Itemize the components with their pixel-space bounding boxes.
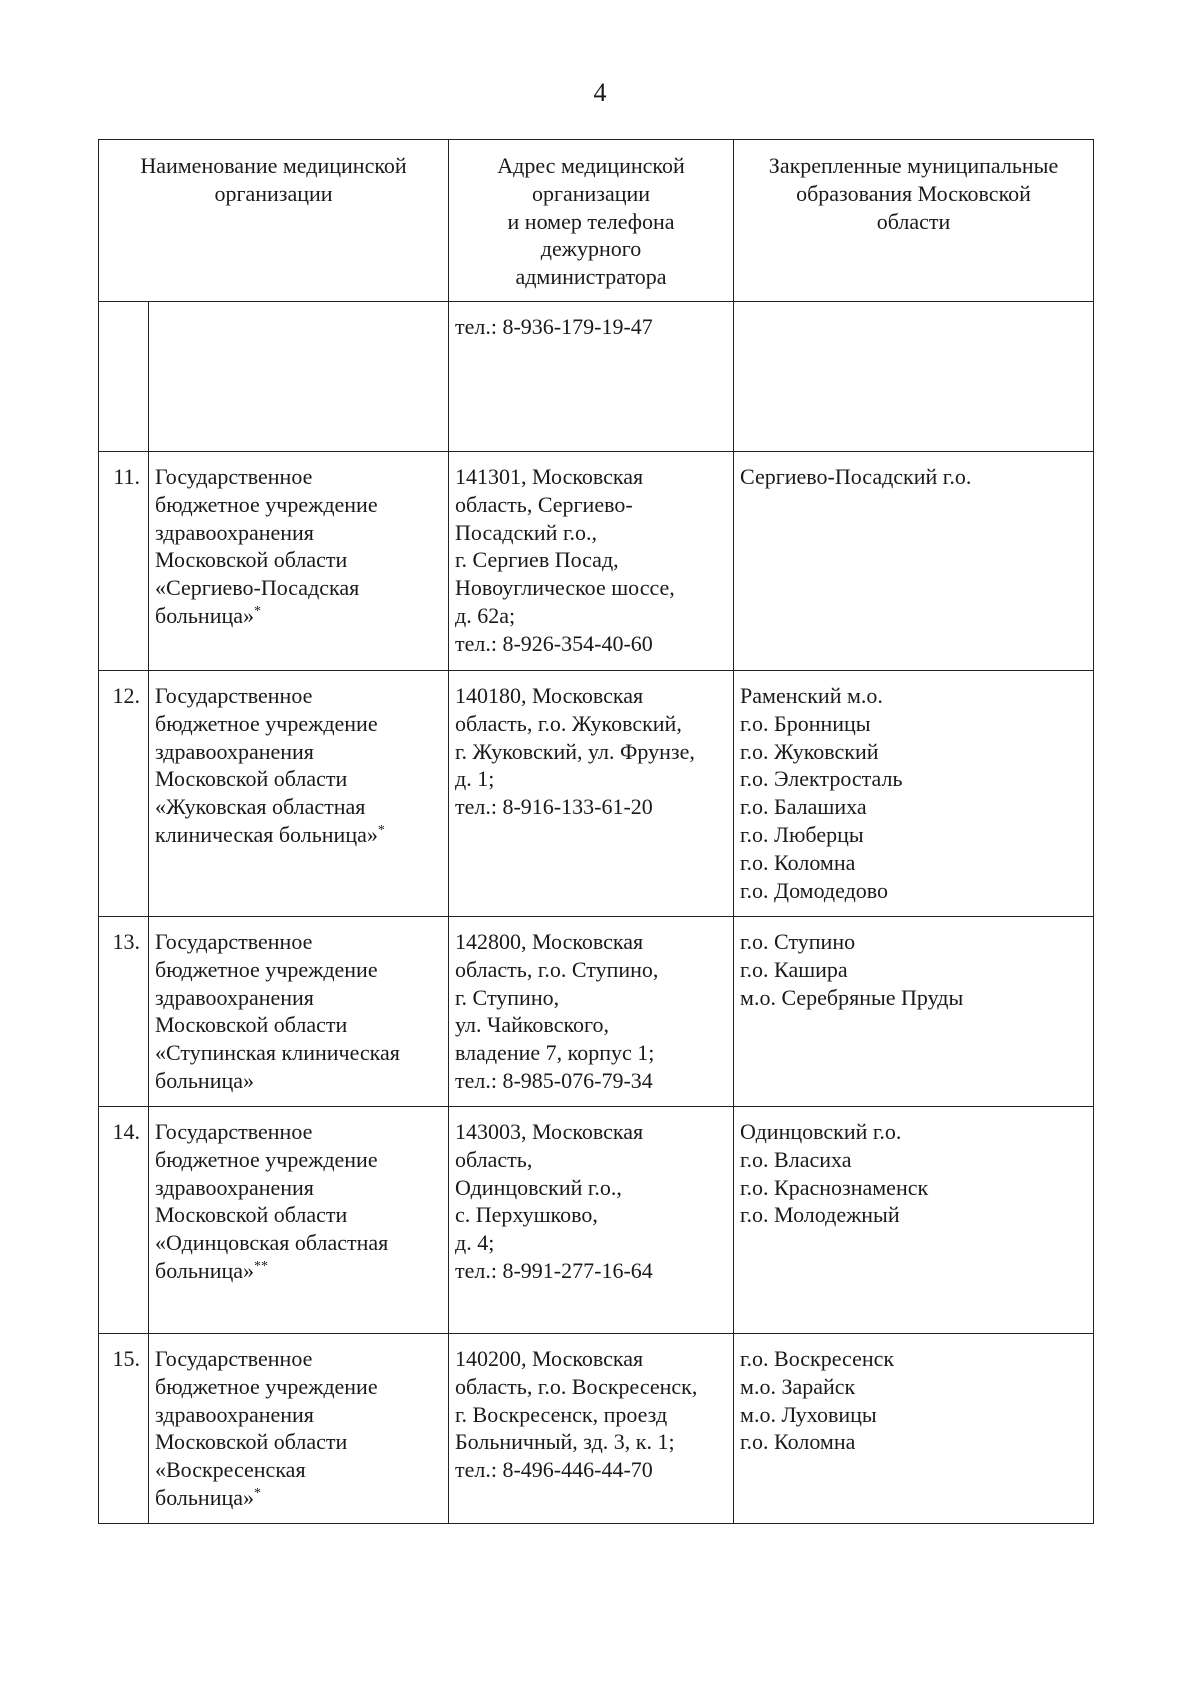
cell-line: «Жуковская областная bbox=[155, 794, 366, 820]
cell-line: г. Ступино, bbox=[455, 984, 560, 1010]
cell-line: бюджетное учреждение bbox=[155, 710, 378, 736]
cell-line: бюджетное учреждение bbox=[155, 491, 378, 517]
org-name bbox=[149, 1334, 449, 1524]
cell-line: г.о. Электросталь bbox=[740, 766, 903, 792]
cell-line: Адрес медицинской bbox=[497, 153, 685, 178]
cell-line: г.о. Кашира bbox=[740, 956, 848, 982]
cell-line: Московской области bbox=[155, 766, 348, 792]
cell-line: «Сергиево-Посадская bbox=[155, 575, 360, 601]
cell-line: Государственное bbox=[155, 929, 313, 954]
cell-line: м.о. Луховицы bbox=[740, 1401, 877, 1427]
cell-line: и номер телефона bbox=[507, 208, 675, 234]
table-row bbox=[99, 671, 1094, 917]
cell-line: г. Воскресенск, проезд bbox=[455, 1401, 668, 1427]
cell-line: г.о. Коломна bbox=[740, 849, 856, 875]
cell-line: «Воскресенская bbox=[155, 1457, 306, 1483]
header-address bbox=[449, 140, 734, 302]
cell-line: область, г.о. Ступино, bbox=[455, 956, 659, 982]
org-address bbox=[449, 671, 734, 917]
row-number bbox=[99, 302, 149, 452]
cell-line: Посадский г.о., bbox=[455, 519, 597, 545]
cell-line: здравоохранения bbox=[155, 1174, 314, 1200]
org-name bbox=[149, 1107, 449, 1334]
municipalities bbox=[734, 452, 1094, 671]
cell-line: д. 62а; bbox=[455, 602, 516, 628]
cell-line: Московской области bbox=[155, 1202, 348, 1228]
cell-line: д. 4; bbox=[455, 1230, 495, 1256]
municipalities bbox=[734, 1107, 1094, 1334]
table-row bbox=[99, 917, 1094, 1107]
cell-line: г.о. Власиха bbox=[740, 1146, 852, 1172]
cell-line: г.о. Воскресенск bbox=[740, 1346, 895, 1371]
footnote-mark: * bbox=[377, 822, 385, 838]
table-row bbox=[99, 1107, 1094, 1334]
cell-line: г.о. Балашиха bbox=[740, 794, 867, 820]
footnote-mark: * bbox=[254, 603, 261, 619]
cell-line: области bbox=[876, 208, 951, 234]
cell-line: тел.: 8-916-133-61-20 bbox=[455, 794, 653, 820]
cell-line: Больничный, зд. 3, к. 1; bbox=[455, 1429, 675, 1455]
cell-line: владение 7, корпус 1; bbox=[455, 1040, 655, 1066]
cell-line: клиническая больница»* bbox=[155, 821, 385, 847]
header-municipalities bbox=[734, 140, 1094, 302]
medical-organizations-table bbox=[98, 139, 1094, 1524]
cell-line: г.о. Домодедово bbox=[740, 877, 889, 903]
table-row bbox=[99, 1334, 1094, 1524]
cell-line: Государственное bbox=[155, 683, 313, 708]
row-number: 15. bbox=[99, 1334, 149, 1524]
row-number: 14. bbox=[99, 1107, 149, 1334]
cell-line: Закрепленные муниципальные bbox=[768, 153, 1059, 178]
municipalities bbox=[734, 1334, 1094, 1524]
cell-line: бюджетное учреждение bbox=[155, 956, 378, 982]
cell-line: больница»* bbox=[155, 1484, 261, 1510]
cell-line: Московской области bbox=[155, 1012, 348, 1038]
cell-line: 142800, Московская bbox=[455, 929, 644, 954]
org-address bbox=[449, 1107, 734, 1334]
municipalities bbox=[734, 302, 1094, 452]
row-number: 11. bbox=[99, 452, 149, 671]
cell-line: м.о. Серебряные Пруды bbox=[740, 984, 964, 1010]
cell-line: 140180, Московская bbox=[455, 683, 644, 708]
cell-line: г. Жуковский, ул. Фрунзе, bbox=[455, 738, 695, 764]
cell-line: администратора bbox=[515, 264, 667, 290]
cell-line: образования Московской bbox=[796, 180, 1031, 206]
org-address bbox=[449, 302, 734, 452]
cell-line: г.о. Молодежный bbox=[740, 1202, 900, 1228]
org-address bbox=[449, 452, 734, 671]
cell-line: 140200, Московская bbox=[455, 1346, 644, 1371]
cell-line: 143003, Московская bbox=[455, 1119, 644, 1144]
cell-line: г.о. Краснознаменск bbox=[740, 1174, 929, 1200]
cell-line: область, г.о. Жуковский, bbox=[455, 710, 682, 736]
cell-line: Новоуглическое шоссе, bbox=[455, 575, 675, 601]
footnote-mark: * bbox=[254, 1485, 261, 1501]
row-number: 13. bbox=[99, 917, 149, 1107]
cell-line: бюджетное учреждение bbox=[155, 1146, 378, 1172]
cell-line: организации bbox=[531, 180, 651, 206]
cell-line: г.о. Ступино bbox=[740, 929, 856, 954]
org-name bbox=[149, 671, 449, 917]
cell-line: «Одинцовская областная bbox=[155, 1230, 389, 1256]
continuation-row bbox=[99, 302, 1094, 452]
cell-line: здравоохранения bbox=[155, 984, 314, 1010]
cell-line: организации bbox=[214, 180, 333, 206]
cell-line: тел.: 8-991-277-16-64 bbox=[455, 1257, 653, 1283]
table-row bbox=[99, 452, 1094, 671]
org-name bbox=[149, 302, 449, 452]
org-address bbox=[449, 917, 734, 1107]
cell-line: Одинцовский г.о. bbox=[740, 1119, 902, 1144]
cell-line: г.о. Люберцы bbox=[740, 821, 864, 847]
cell-line: область, Сергиево- bbox=[455, 491, 633, 517]
org-name bbox=[149, 917, 449, 1107]
cell-line: больница»* bbox=[155, 602, 261, 628]
cell-line: г. Сергиев Посад, bbox=[455, 547, 619, 573]
header-name bbox=[99, 140, 449, 302]
cell-line: 141301, Московская bbox=[455, 464, 644, 489]
cell-line: Наименование медицинской bbox=[140, 153, 407, 178]
row-number: 12. bbox=[99, 671, 149, 917]
page-number: 4 bbox=[593, 78, 607, 107]
cell-line: г.о. Бронницы bbox=[740, 710, 871, 736]
municipalities bbox=[734, 671, 1094, 917]
cell-line: Московской области bbox=[155, 1429, 348, 1455]
cell-line: область, г.о. Воскресенск, bbox=[455, 1373, 698, 1399]
cell-line: Государственное bbox=[155, 1346, 313, 1371]
cell-line: здравоохранения bbox=[155, 1401, 314, 1427]
cell-line: тел.: 8-496-446-44-70 bbox=[455, 1457, 653, 1483]
cell-line: Одинцовский г.о., bbox=[455, 1174, 622, 1200]
cell-line: Государственное bbox=[155, 1119, 313, 1144]
cell-line: больница»** bbox=[155, 1257, 268, 1283]
cell-line: с. Перхушково, bbox=[455, 1202, 598, 1228]
cell-line: Раменский м.о. bbox=[740, 683, 883, 708]
table-header-row bbox=[99, 140, 1094, 302]
cell-line: здравоохранения bbox=[155, 519, 314, 545]
cell-line: г.о. Коломна bbox=[740, 1429, 856, 1455]
footnote-mark: ** bbox=[254, 1258, 268, 1274]
cell-line: г.о. Жуковский bbox=[740, 738, 879, 764]
cell-line: тел.: 8-936-179-19-47 bbox=[455, 314, 653, 339]
cell-line: больница» bbox=[155, 1067, 254, 1093]
cell-line: бюджетное учреждение bbox=[155, 1373, 378, 1399]
cell-line: область, bbox=[455, 1146, 533, 1172]
cell-line: д. 1; bbox=[455, 766, 495, 792]
cell-line: «Ступинская клиническая bbox=[155, 1040, 400, 1066]
cell-line: Московской области bbox=[155, 547, 348, 573]
cell-line: Государственное bbox=[155, 464, 313, 489]
cell-line: тел.: 8-926-354-40-60 bbox=[455, 630, 653, 656]
cell-line: ул. Чайковского, bbox=[455, 1012, 610, 1038]
org-address bbox=[449, 1334, 734, 1524]
cell-line: Сергиево-Посадский г.о. bbox=[740, 464, 972, 489]
municipalities bbox=[734, 917, 1094, 1107]
cell-line: м.о. Зарайск bbox=[740, 1373, 856, 1399]
cell-line: здравоохранения bbox=[155, 738, 314, 764]
org-name bbox=[149, 452, 449, 671]
cell-line: тел.: 8-985-076-79-34 bbox=[455, 1067, 653, 1093]
cell-line: дежурного bbox=[540, 236, 642, 262]
